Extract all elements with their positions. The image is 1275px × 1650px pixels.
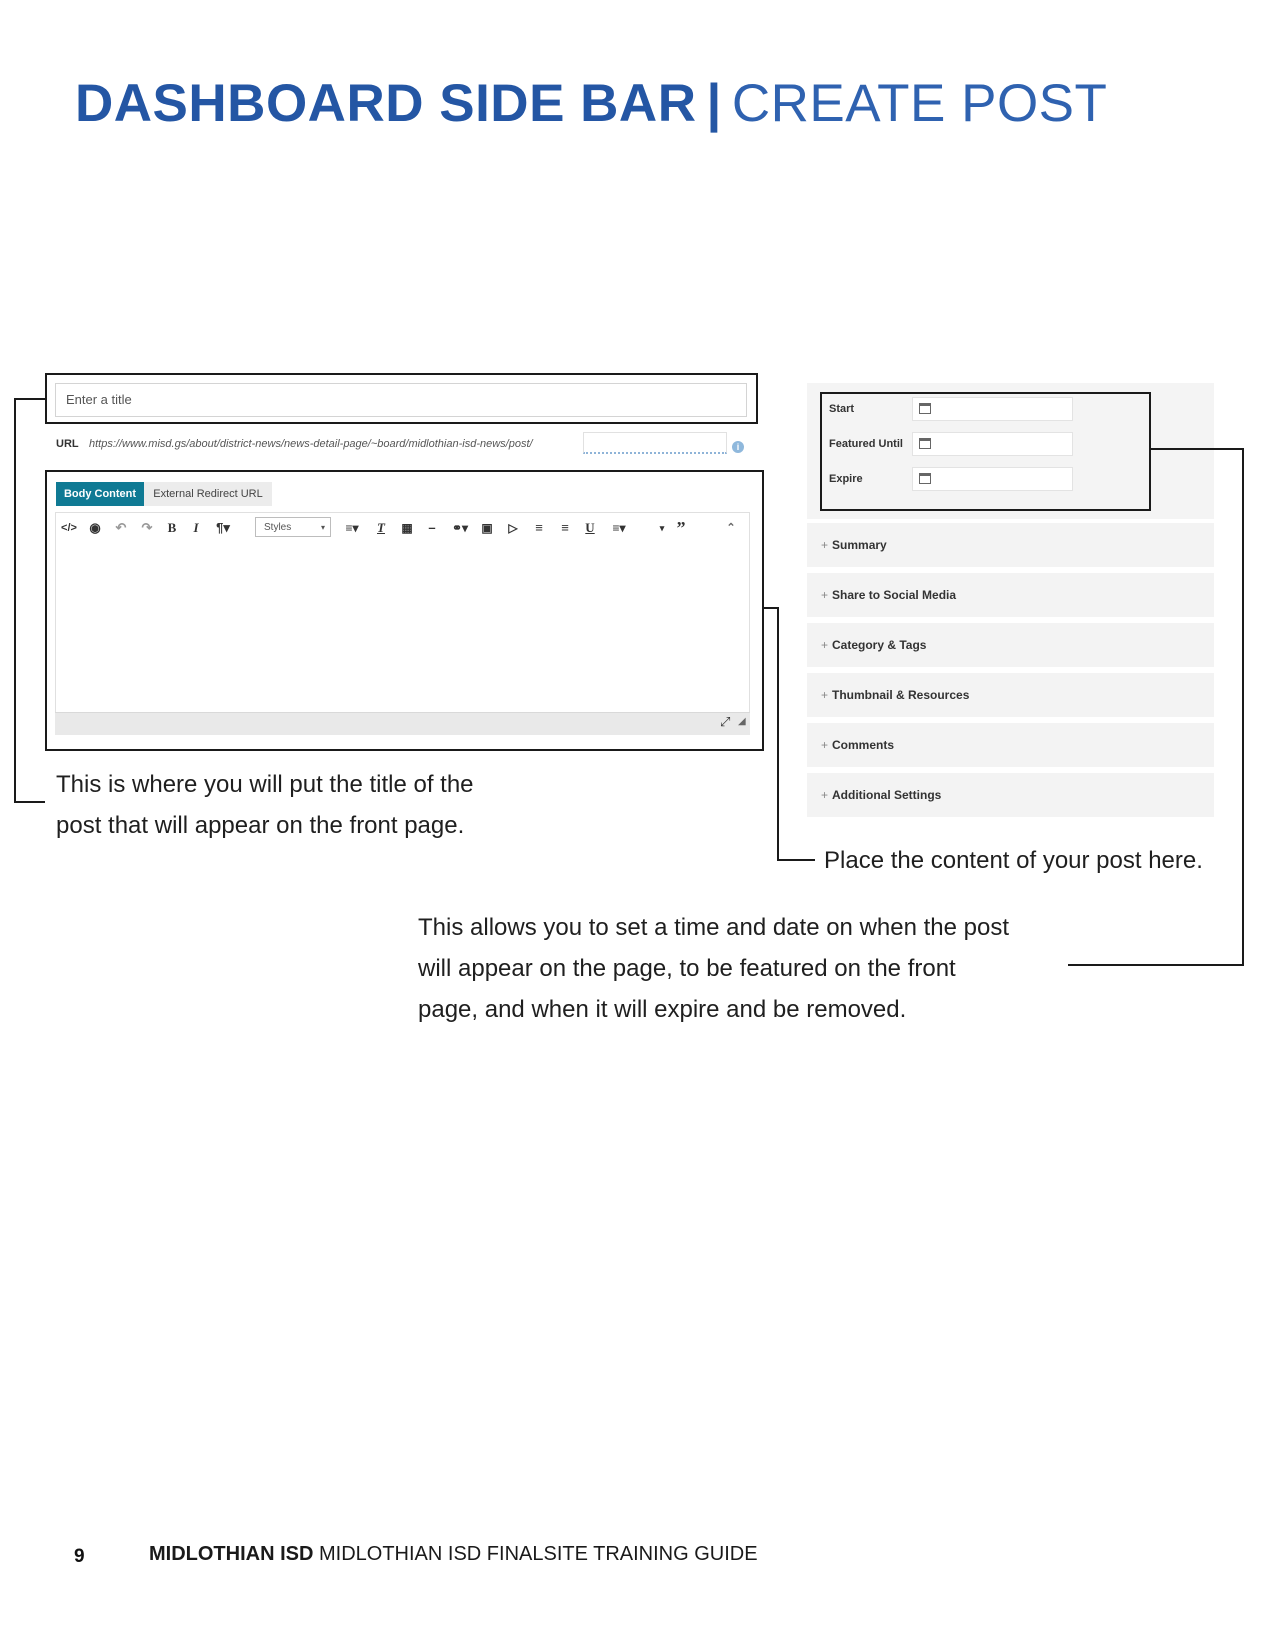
footer [149,1543,758,1566]
content-caption: Place the content of your post here. [824,847,1203,874]
styles-dropdown[interactable] [255,517,331,537]
title-input[interactable]: Enter a title [55,383,747,417]
heading-bold: DASHBOARD SIDE BAR [75,74,697,133]
blockquote-icon[interactable]: ” [676,518,686,538]
source-code-icon[interactable]: </> [61,522,77,534]
featured-until-label: Featured Until [829,438,903,450]
title-callout-line [14,801,45,803]
bold-icon[interactable]: B [167,520,177,535]
content-callout-line [777,859,815,861]
bulleted-list-icon[interactable]: ≡ [535,520,543,535]
caption-line: will appear on the page, to be featured on the front [418,955,956,982]
panel-share-to-social-media[interactable] [807,573,1214,617]
panel-additional-settings[interactable] [807,773,1214,817]
heading-light: CREATE POST [731,74,1108,133]
featured-until-date-field[interactable] [912,432,1073,456]
panel-label: Thumbnail & Resources [832,688,970,702]
editor-toolbar [60,516,746,540]
title-callout-line [14,398,16,803]
accessibility-icon[interactable]: ◉ [89,520,101,535]
heading-separator: | [706,74,722,133]
schedule-callout-line [1151,448,1244,450]
plus-icon: + [821,688,829,702]
italic-icon[interactable]: I [193,520,199,535]
more-icon[interactable]: ▾ [659,523,665,533]
content-callout-line [777,607,779,861]
editor-statusbar [55,712,750,735]
calendar-icon[interactable] [919,403,931,414]
schedule-callout-line [1242,448,1244,966]
caption-line: This is where you will put the title of the [56,771,474,798]
panel-summary[interactable] [807,523,1214,567]
editor-frame[interactable] [55,512,750,734]
title-caption [56,764,474,846]
expire-date-field[interactable] [912,467,1073,491]
indent-icon[interactable]: ≡▾ [612,521,626,535]
page-number: 9 [74,1546,85,1567]
url-label: URL [56,438,79,450]
plus-icon: + [821,588,829,602]
panel-thumbnail-resources[interactable] [807,673,1214,717]
schedule-caption [418,907,1009,1030]
redo-icon[interactable]: ↷ [141,520,153,535]
plus-icon: + [821,738,829,752]
caption-line: post that will appear on the front page. [56,812,465,839]
caption-line: This allows you to set a time and date on when the post [418,914,1010,941]
panel-category-tags[interactable] [807,623,1214,667]
numbered-list-icon[interactable]: ≡ [561,520,569,535]
link-icon[interactable]: ⚭▾ [451,521,469,535]
calendar-icon[interactable] [919,438,931,449]
paragraph-icon[interactable]: ¶▾ [216,520,230,535]
panel-label: Share to Social Media [832,588,957,602]
footer-text: MIDLOTHIAN ISD FINALSITE TRAINING GUIDE [319,1543,758,1565]
url-value: https://www.misd.gs/about/district-news/news-detail-page/~board/midlothian-isd-news/post/ [89,438,533,450]
resize-grip-icon[interactable]: ◢ [738,716,746,727]
undo-icon[interactable]: ↶ [115,520,127,535]
title-callout-line [14,398,45,400]
info-icon[interactable]: i [732,441,744,453]
clear-format-icon[interactable]: T [377,520,385,535]
plus-icon: + [821,788,829,802]
schedule-callout-line [1068,964,1244,966]
panel-label: Category & Tags [832,638,927,652]
plus-icon: + [821,638,829,652]
collapse-icon[interactable]: ⌃ [726,522,736,534]
image-icon[interactable]: ▣ [481,521,493,535]
panel-label: Additional Settings [832,788,942,802]
chevron-down-icon: ▾ [320,523,325,532]
align-icon[interactable]: ≡▾ [345,521,359,535]
fullscreen-icon[interactable]: ⤢ [720,714,731,729]
start-label: Start [829,403,855,415]
table-icon[interactable]: ▦ [401,521,413,535]
panel-label: Comments [832,738,895,752]
tab-body-content[interactable]: Body Content [56,482,144,506]
calendar-icon[interactable] [919,473,931,484]
tab-external-redirect-url[interactable]: External Redirect URL [144,482,272,506]
media-icon[interactable]: ▷ [508,521,518,535]
page-heading [75,72,1107,136]
styles-label: Styles [264,522,292,533]
horizontal-rule-icon[interactable]: – [428,520,436,535]
url-slug-input[interactable] [583,432,727,454]
expire-label: Expire [829,473,863,485]
caption-line: page, and when it will expire and be removed. [418,996,907,1023]
footer-bold: MIDLOTHIAN ISD [149,1543,314,1565]
panel-comments[interactable] [807,723,1214,767]
start-date-field[interactable] [912,397,1073,421]
plus-icon: + [821,538,829,552]
underline-icon[interactable]: U [585,520,595,535]
panel-label: Summary [832,538,887,552]
